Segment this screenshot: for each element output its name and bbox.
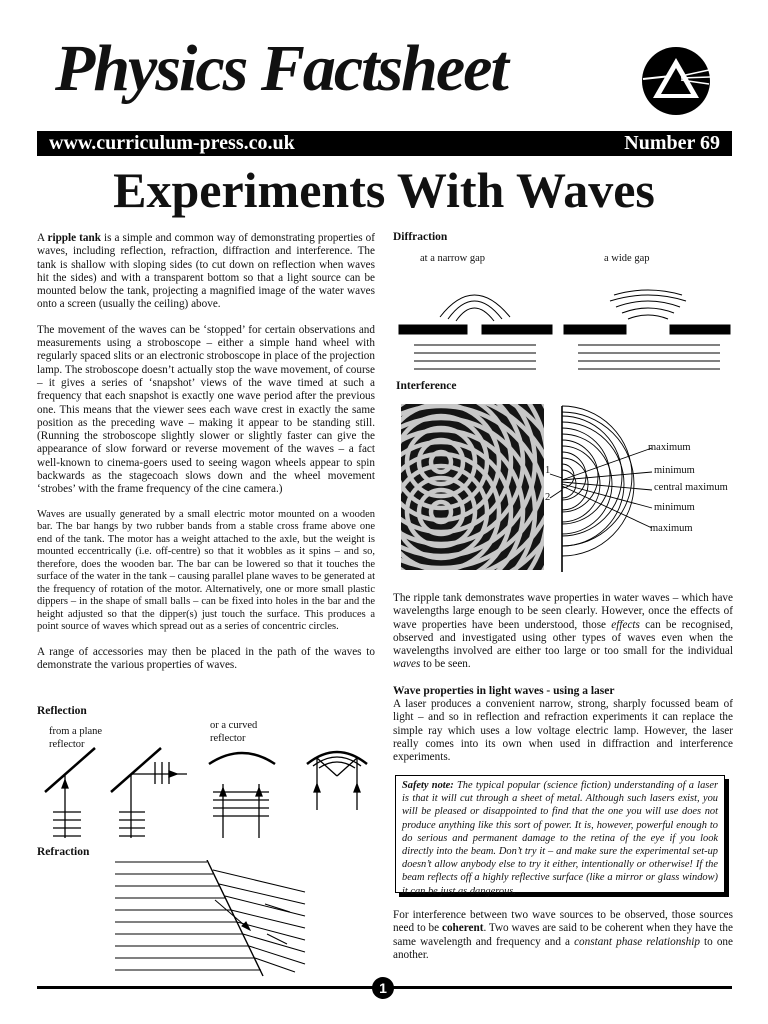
coherent-term: coherent	[442, 922, 484, 935]
interference-photo	[401, 404, 544, 570]
diffraction-diagram	[396, 285, 736, 375]
ripple-tank-paragraph: The ripple tank demonstrates wave properties in water waves – which have wavelengths large enough to be seen clearly. However, once the effects of wave properties have been understood, those effects can be recognised, observed and investigated using other types of waves even when the wavelengths involved are either too large or too small for the individual waves to be seen.	[393, 592, 734, 671]
safety-note-label: Safety note:	[402, 780, 454, 791]
reflection-diagram	[37, 740, 377, 845]
masthead-title: Physics Factsheet	[55, 32, 507, 105]
generator-paragraph: Waves are usually generated by a small electric motor mounted on a wooden bar. The bar hangs by two rubber bands from a stable cross frame above one end of the tank. The motor has a weight attached to the axle, but the weight is mounted eccentrically (i.e. off-centre) so that it wobbles as it spins – and so, therefore, does the wooden bar. The bar can be lowered so that it touches the surface of the water in the tank – causing parallel plane waves to be generated at the frequency of rotation of the motor. Alternatively, one or more small plastic dippers – in the shape of small balls – can be fixed into holes in the bar and the height adjusted so that the dipper(s) just touch the surface. This produces a point source of waves which spread out as a series of concentric circles.	[37, 508, 375, 633]
source-2-label: 2	[545, 492, 551, 503]
minimum-label-top: minimum	[654, 465, 695, 476]
narrow-gap-label: at a narrow gap	[420, 253, 486, 264]
ripple-tank-term: ripple tank	[47, 232, 101, 244]
left-column	[37, 232, 375, 684]
prism-logo-icon	[641, 46, 711, 116]
wide-gap-label: a wide gap	[604, 253, 650, 264]
coherent-paragraph: For interference between two wave sources to be observed, those sources need to be coherent. Two waves are said to be coherent when they have the same wavelength and frequency and a constant phase relationship to one another.	[393, 909, 733, 961]
central-maximum-label: central maximum	[654, 482, 728, 493]
website-url[interactable]: www.curriculum-press.co.uk	[49, 132, 295, 154]
diffraction-heading: Diffraction	[393, 231, 448, 243]
plane-reflector-label: from a plane reflector	[49, 726, 103, 750]
interference-heading: Interference	[396, 380, 457, 392]
issue-number: Number 69	[624, 132, 720, 154]
accessories-paragraph: A range of accessories may then be placed in the path of the waves to demonstrate the various properties of waves.	[37, 645, 375, 671]
refraction-diagram	[115, 860, 315, 980]
minimum-label-bottom: minimum	[654, 502, 695, 513]
stroboscope-paragraph: The movement of the waves can be ‘stopped’ for certain observations and measurements using a stroboscope – either a simple hand wheel with regularly spaced slits or an electronic stroboscope in place of the projection lamp. The stroboscope doesn’t actually stop the wave movement, of course – it gives a series of ‘snapshot’ views of the wave timed at such a frequency that each snapshot is exactly one wave period after the previous one. This means that the viewer sees each wave crest in exactly the same position as the preceding wave – making it appear to be standing still. (Running the stroboscope slightly slower or slightly faster can give the appearance of slow forward or reverse movement of the waves – a fact well-known to cinema-goers used to seeing wagon wheels appear to spin backwards as the stagecoach slows down and the wheel movement ‘strobes’ with the frame frequency of the cine camera.)	[37, 323, 375, 496]
page-title: Experiments With Waves	[113, 162, 655, 218]
source-1-label: 1	[545, 465, 551, 476]
intro-paragraph: A ripple tank is a simple and common way of demonstrating properties of waves, including reflection, refraction, diffraction and interference. The tank is shallow with sloping sides (to cut down on reflection when waves hit the sides) and with a transparent bottom so that a light source can be mounted below the tank, projecting a magnified image of the water waves onto a screen (usually the ceiling) above.	[37, 232, 375, 311]
safety-note-text: The typical popular (science fiction) understanding of a laser is that it will cut through a sheet of metal. Although such lasers exist, you will be pleased or disappointed to find that the one you will use does not produce anything like this sort of power. It is, however, powerful enough to do serious and permanent damage to the retina of the eye if you look directly into the beam. Don’t try it – and make sure the experimental set-up doesn’t allow anybody else to try it either, intentionally or otherwise! If the beam reflects off a highly reflective surface (like a mirror or glass window) it can be just as dangerous.	[402, 780, 718, 897]
header-banner	[37, 131, 732, 156]
laser-paragraph: A laser produces a convenient narrow, strong, sharply focussed beam of light – and so in reflection and refraction experiments it can replace the simple ray which uses a low voltage electric lamp. However, the laser really comes into its own when used in diffraction and interference experiments.	[393, 698, 733, 764]
reflection-heading: Reflection	[37, 705, 87, 717]
refraction-heading: Refraction	[37, 846, 90, 858]
safety-note-box	[395, 775, 725, 897]
curved-reflector-label: or a curved reflector	[210, 720, 258, 744]
laser-heading: Wave properties in light waves - using a laser	[393, 685, 615, 697]
maximum-label-bottom: maximum	[650, 523, 693, 534]
page-number: 1	[372, 977, 394, 999]
maximum-label-top: maximum	[648, 442, 691, 453]
